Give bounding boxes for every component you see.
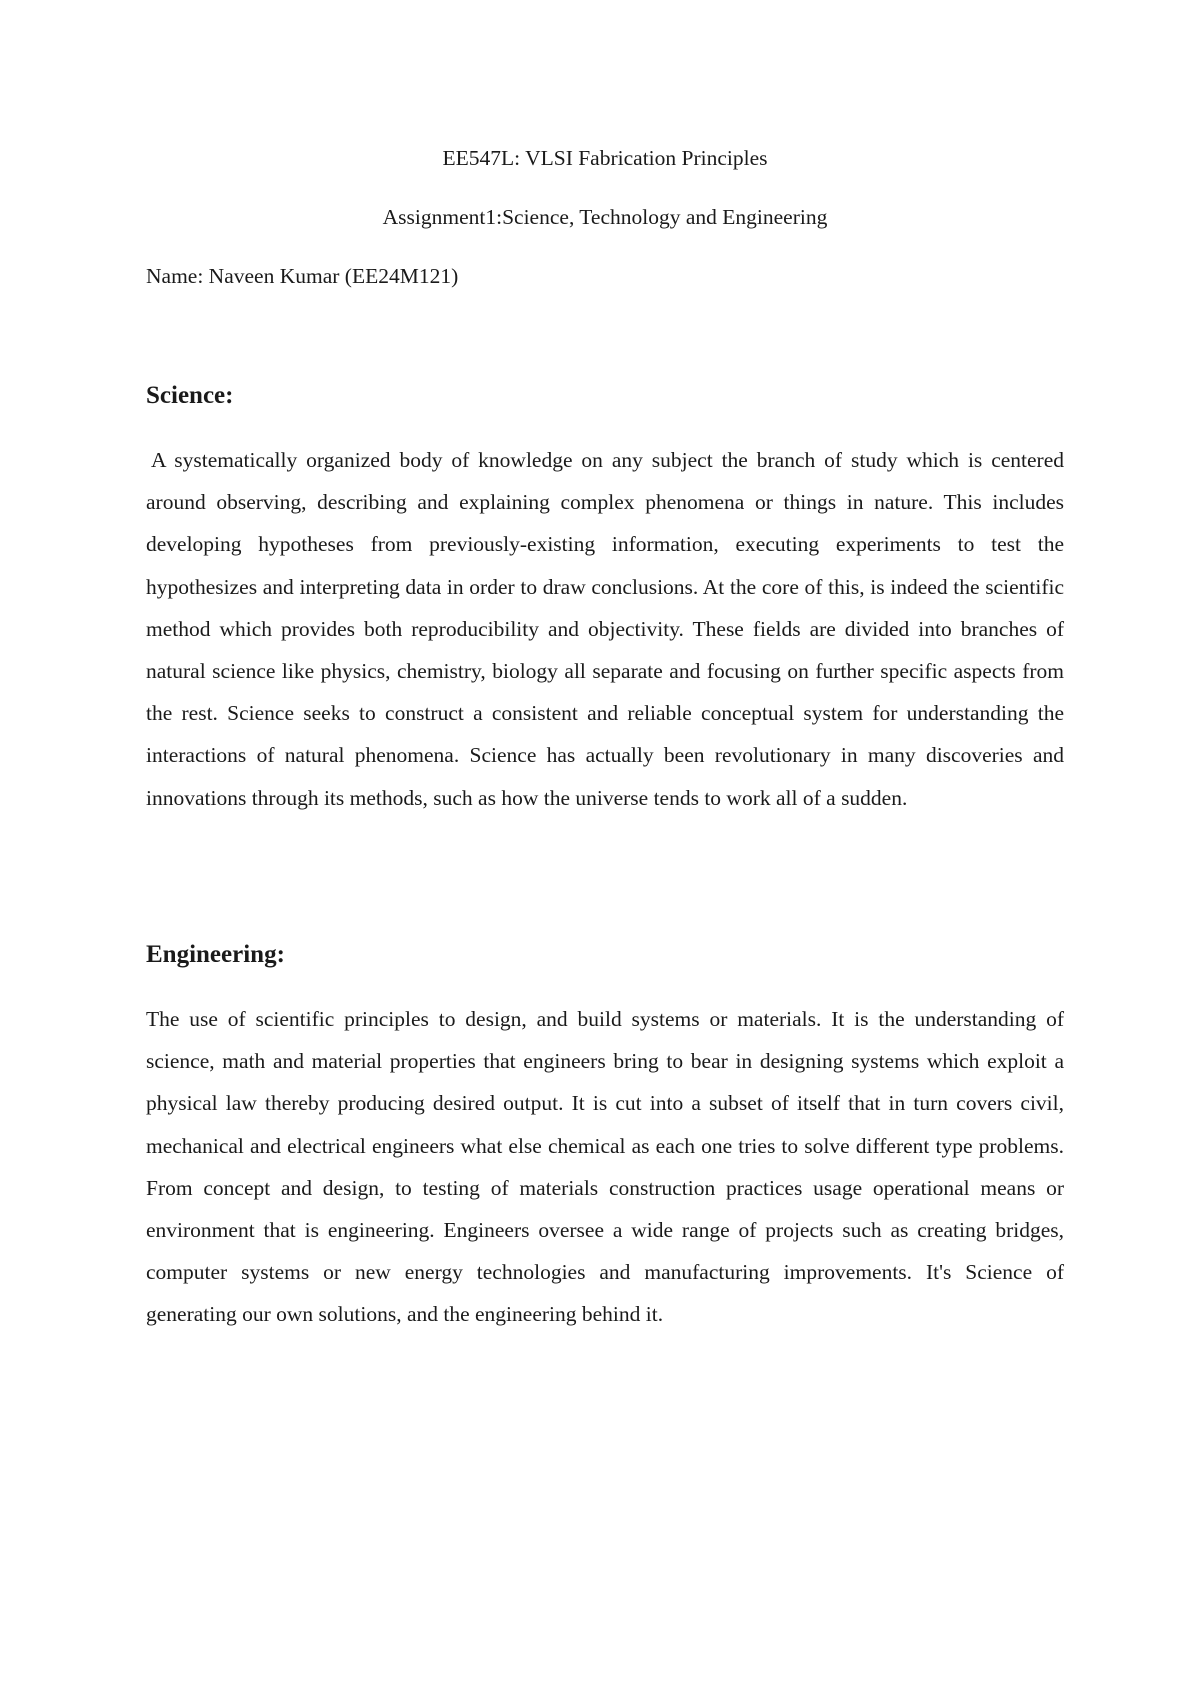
science-heading: Science: [146,382,234,409]
science-paragraph: A systematically organized body of knowledge on any subject the branch of study which is centered around observing, describing and explaining complex phenomena or things in nature. This includes developing hypotheses from previously-existing information, executing experiments to test the hypothesizes and interpreting data in order to draw conclusions. At the core of this, is indeed the scientific method which provides both reproducibility and objectivity. These fields are divided into branches of natural science like physics, chemistry, biology all separate and focusing on further specific aspects from the rest. Science seeks to construct a consistent and reliable conceptual system for understanding the interactions of natural phenomena. Science has actually been revolutionary in many discoveries and innovations through its methods, such as how the universe tends to work all of a sudden. [146,448,1064,810]
assignment-title: Assignment1:Science, Technology and Engineering [382,205,828,229]
engineering-paragraph: The use of scientific principles to design, and build systems or materials. It is the understanding of science, math and material properties that engineers bring to bear in designing systems which exploit a physical law thereby producing desired output. It is cut into a subset of itself that in turn covers civil, mechanical and electrical engineers what else chemical as each one tries to solve different type problems. From concept and design, to testing of materials construction practices usage operational means or environment that is engineering. Engineers oversee a wide range of projects such as creating bridges, computer systems or new energy technologies and manufacturing improvements. It's Science of generating our own solutions, and the engineering behind it. [146,1007,1064,1327]
course-title: EE547L: VLSI Fabrication Principles [442,146,768,170]
student-name: Name: Naveen Kumar (EE24M121) [146,264,459,288]
engineering-heading: Engineering: [146,941,285,968]
